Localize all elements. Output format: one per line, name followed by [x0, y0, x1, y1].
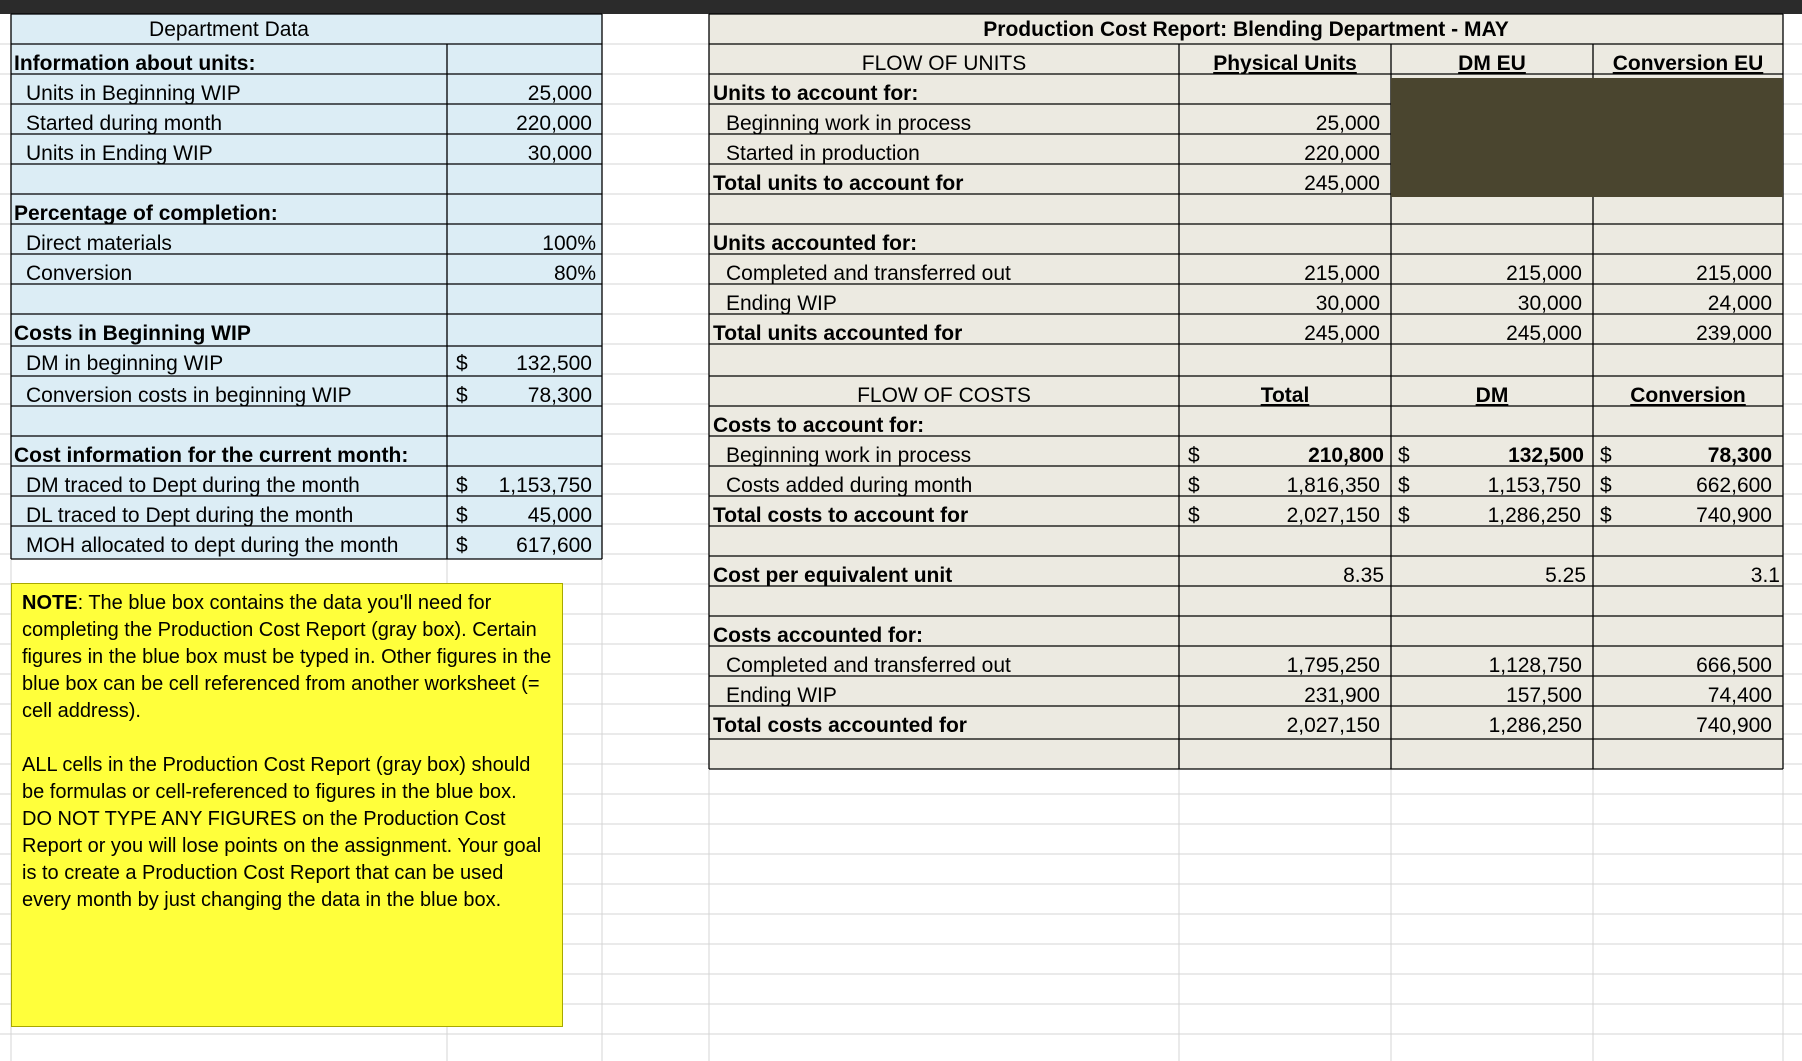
dm-pct-label: Direct materials [26, 232, 172, 255]
dollar-sign: $ [1600, 444, 1612, 467]
cost-total-total[interactable]: 2,027,150 [1286, 504, 1380, 527]
info-units-header: Information about units: [14, 52, 256, 75]
units-end-value[interactable]: 30,000 [527, 142, 592, 165]
started-value[interactable]: 220,000 [516, 112, 592, 135]
col-dm: DM [1475, 384, 1509, 407]
total-accounted-conv-eu[interactable]: 239,000 [1696, 322, 1772, 345]
dollar-sign: $ [456, 504, 468, 527]
cost-total-conv[interactable]: 740,900 [1696, 504, 1772, 527]
ca-total-label: Total costs accounted for [713, 714, 967, 737]
cost-added-label: Costs added during month [726, 474, 973, 497]
dollar-sign: $ [1188, 444, 1200, 467]
cpu-dm[interactable]: 5.25 [1545, 564, 1586, 587]
units-begin-label: Units in Beginning WIP [26, 82, 241, 105]
dollar-sign: $ [1188, 504, 1200, 527]
costs-to-account-header: Costs to account for: [713, 414, 925, 437]
dark-cell-conv-eu [1593, 78, 1783, 197]
cpu-conv[interactable]: 3.1 [1750, 564, 1780, 587]
note-text-1: : The blue box contains the data you'll need for completing the Production Cost Report (gray box). Certain figures in the blue box must be typed in. Other figures in the blue box can be cell referenced from another worksheet (= cell address). [22, 592, 552, 722]
dm-begin-value[interactable]: 132,500 [516, 352, 592, 375]
dm-begin-label: DM in beginning WIP [26, 352, 224, 375]
cost-begin-label: Beginning work in process [726, 444, 972, 467]
note-paragraph-2: ALL cells in the Production Cost Report (gray box) should be formulas or cell-referenced to figures in the blue box. DO NOT TYPE ANY FIGURES on the Production Cost Report or you will lose points on the assignment. Your goal is to create a Production Cost Report that can be used every month by just changing the data in the blue box. [22, 754, 542, 911]
dollar-sign: $ [456, 384, 468, 407]
cost-begin-conv[interactable]: 78,300 [1707, 444, 1772, 467]
conv-pct-value[interactable]: 80% [553, 262, 596, 285]
ca-completed-total[interactable]: 1,795,250 [1286, 654, 1380, 677]
ca-total-total[interactable]: 2,027,150 [1286, 714, 1380, 737]
conv-begin-label: Conversion costs in beginning WIP [26, 384, 352, 407]
ca-completed-conv[interactable]: 666,500 [1696, 654, 1772, 677]
dollar-sign: $ [1398, 444, 1410, 467]
dm-pct-value[interactable]: 100% [542, 232, 596, 255]
col-dm-eu: DM EU [1458, 52, 1526, 75]
ca-total-conv[interactable]: 740,900 [1696, 714, 1772, 737]
ca-ending-dm[interactable]: 157,500 [1506, 684, 1582, 707]
total-accounted-dm-eu[interactable]: 245,000 [1506, 322, 1582, 345]
pct-header: Percentage of completion: [14, 202, 278, 225]
cost-total-dm[interactable]: 1,286,250 [1487, 504, 1581, 527]
cost-added-conv[interactable]: 662,600 [1696, 474, 1772, 497]
costs-accounted-header: Costs accounted for: [713, 624, 924, 647]
dept-title: Department Data [149, 18, 309, 41]
dollar-sign: $ [1398, 474, 1410, 497]
costs-begin-header: Costs in Beginning WIP [14, 322, 251, 345]
note-bold-label: NOTE [22, 592, 78, 614]
cost-added-dm[interactable]: 1,153,750 [1487, 474, 1581, 497]
ca-completed-label: Completed and transferred out [726, 654, 1011, 677]
flow-costs-header: FLOW OF COSTS [857, 384, 1031, 407]
flow-units-header: FLOW OF UNITS [861, 52, 1027, 75]
dollar-sign: $ [1188, 474, 1200, 497]
moh-value[interactable]: 617,600 [516, 534, 592, 557]
dollar-sign: $ [456, 474, 468, 497]
note-box[interactable] [11, 583, 563, 1027]
dollar-sign: $ [1600, 474, 1612, 497]
cost-added-total[interactable]: 1,816,350 [1286, 474, 1380, 497]
started-label: Started during month [26, 112, 223, 135]
col-conversion-eu: Conversion EU [1612, 52, 1764, 75]
ca-completed-dm[interactable]: 1,128,750 [1488, 654, 1582, 677]
conv-pct-label: Conversion [26, 262, 133, 285]
begin-wip-physical[interactable]: 25,000 [1315, 112, 1380, 135]
moh-label: MOH allocated to dept during the month [26, 534, 399, 557]
total-to-account-label: Total units to account for [713, 172, 964, 195]
ending-dm-eu[interactable]: 30,000 [1517, 292, 1582, 315]
dm-traced-label: DM traced to Dept during the month [26, 474, 360, 497]
report-title: Production Cost Report: Blending Department - MAY [983, 18, 1509, 41]
dollar-sign: $ [1600, 504, 1612, 527]
cost-begin-dm[interactable]: 132,500 [1508, 444, 1584, 467]
col-physical-units: Physical Units [1213, 52, 1357, 75]
total-accounted-physical[interactable]: 245,000 [1304, 322, 1380, 345]
units-to-account-header: Units to account for: [713, 82, 919, 105]
dollar-sign: $ [456, 534, 468, 557]
dm-traced-value[interactable]: 1,153,750 [498, 474, 592, 497]
dollar-sign: $ [456, 352, 468, 375]
dl-traced-value[interactable]: 45,000 [527, 504, 592, 527]
completed-physical[interactable]: 215,000 [1304, 262, 1380, 285]
completed-dm-eu[interactable]: 215,000 [1506, 262, 1582, 285]
begin-wip-label: Beginning work in process [726, 112, 972, 135]
dollar-sign: $ [1398, 504, 1410, 527]
cpu-label: Cost per equivalent unit [713, 564, 953, 587]
ending-conv-eu[interactable]: 24,000 [1707, 292, 1772, 315]
total-accounted-label: Total units accounted for [713, 322, 963, 345]
dark-cell-dm-eu [1391, 78, 1593, 197]
col-conversion: Conversion [1630, 384, 1746, 407]
units-accounted-header: Units accounted for: [713, 232, 918, 255]
dl-traced-label: DL traced to Dept during the month [26, 504, 354, 527]
completed-label: Completed and transferred out [726, 262, 1011, 285]
started-prod-label: Started in production [726, 142, 920, 165]
conv-begin-value[interactable]: 78,300 [527, 384, 592, 407]
units-begin-value[interactable]: 25,000 [527, 82, 592, 105]
header-strip [0, 0, 1802, 14]
ca-ending-conv[interactable]: 74,400 [1707, 684, 1772, 707]
ca-ending-total[interactable]: 231,900 [1304, 684, 1380, 707]
completed-conv-eu[interactable]: 215,000 [1696, 262, 1772, 285]
cost-info-header: Cost information for the current month: [14, 444, 409, 467]
ca-ending-label: Ending WIP [726, 684, 837, 707]
cost-total-label: Total costs to account for [713, 504, 969, 527]
started-prod-physical[interactable]: 220,000 [1304, 142, 1380, 165]
ending-physical[interactable]: 30,000 [1315, 292, 1380, 315]
total-to-account-physical[interactable]: 245,000 [1304, 172, 1380, 195]
units-end-label: Units in Ending WIP [26, 142, 213, 165]
ending-label: Ending WIP [726, 292, 837, 315]
cost-begin-total[interactable]: 210,800 [1308, 444, 1384, 467]
col-total: Total [1260, 384, 1310, 407]
cpu-total[interactable]: 8.35 [1343, 564, 1384, 587]
ca-total-dm[interactable]: 1,286,250 [1488, 714, 1582, 737]
note-paragraph-1 [22, 590, 552, 725]
